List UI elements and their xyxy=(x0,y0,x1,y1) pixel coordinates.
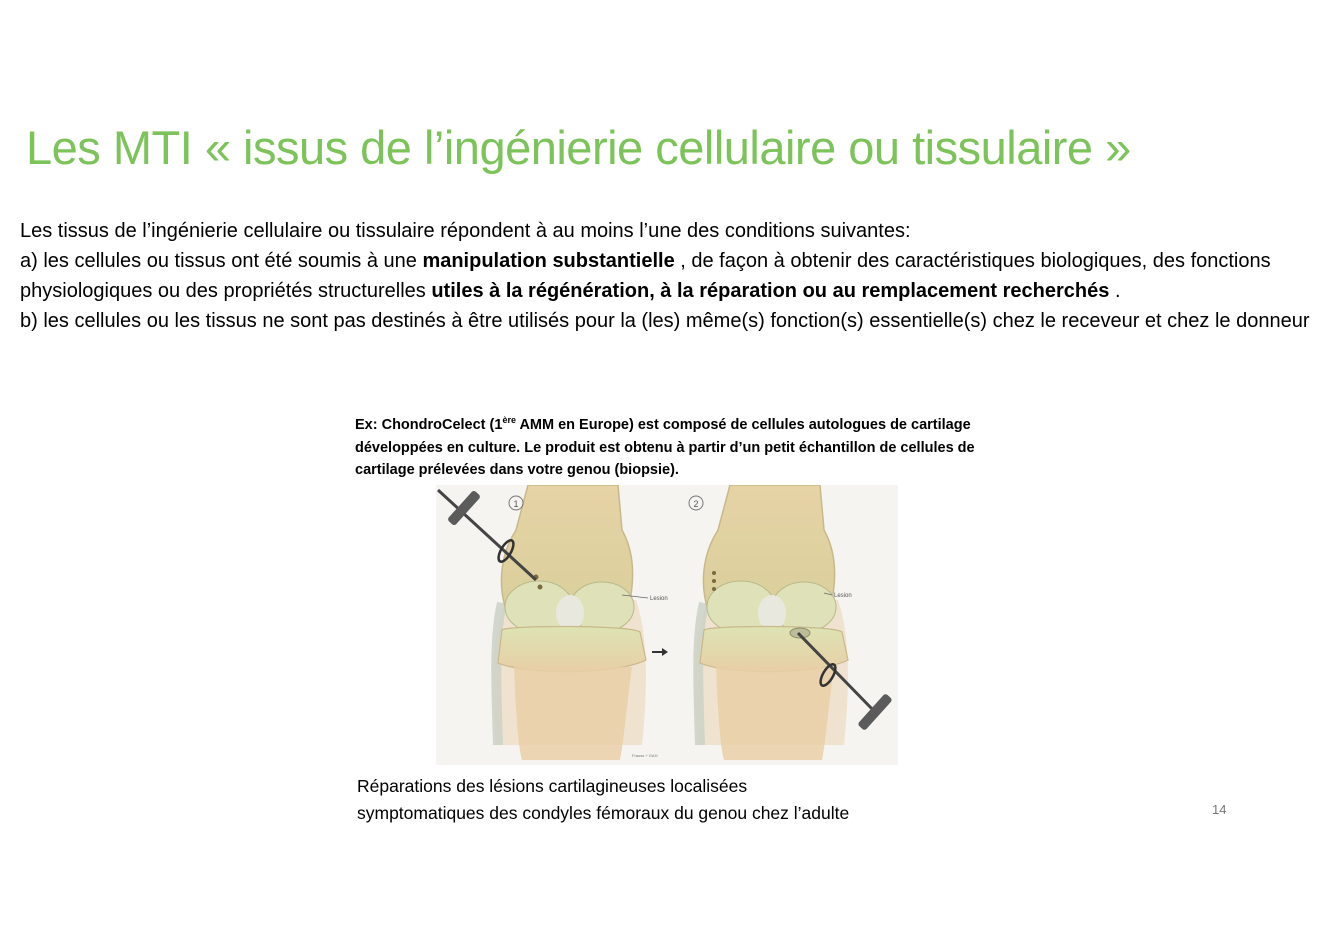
step-1-label: 1 xyxy=(513,499,519,509)
figure-credit: Frauss + GAH xyxy=(632,753,658,758)
example-prefix: Ex: ChondroCelect (1 xyxy=(355,417,503,433)
caption-line-2: symptomatiques des condyles fémoraux du genou chez l’adulte xyxy=(357,803,850,823)
body-text xyxy=(20,216,1310,336)
page-number: 14 xyxy=(1212,802,1227,817)
intro-text: Les tissus de l’ingénierie cellulaire ou tissulaire répondent à au moins l’une des conditions suivantes: xyxy=(20,220,911,242)
knee-illustration-svg xyxy=(436,485,898,765)
example-text xyxy=(355,414,995,482)
condition-b: b) les cellules ou les tissus ne sont pas destinés à être utilisés pour la (les) même(s) fonction(s) essentielle(s) chez le receveur et chez le donneur xyxy=(20,310,1310,332)
lesion-label-2: Lesion xyxy=(834,593,852,599)
example-sup: ère xyxy=(502,415,516,426)
lesion-label-1: Lesion xyxy=(650,596,668,602)
condition-a-suffix: . xyxy=(1109,280,1121,302)
condition-a-bold2: utiles à la régénération, à la réparation ou au remplacement recherchés xyxy=(431,280,1110,302)
condition-a-bold1: manipulation substantielle xyxy=(422,250,675,272)
example-rest: AMM en Europe) est composé de cellules autologues de cartilage développées en culture. Le produit est obtenu à partir d’un petit échantillon de cellules de cartilage prélevées dans votre genou (biopsie). xyxy=(355,417,975,478)
knee-illustration xyxy=(436,485,898,765)
condition-a-middle: , de façon à obtenir des caractéristiques biologiques, des fonctions physiologiques ou des propriétés structurelles xyxy=(20,250,1271,302)
condition-a-prefix: a) les cellules ou tissus ont été soumis à une xyxy=(20,250,423,272)
figure-caption xyxy=(357,773,977,827)
slide-title: Les MTI « issus de l’ingénierie cellulaire ou tissulaire » xyxy=(26,121,1131,174)
step-2-label: 2 xyxy=(693,499,699,509)
caption-line-1: Réparations des lésions cartilagineuses localisées xyxy=(357,776,748,796)
condition-a xyxy=(20,246,1310,306)
